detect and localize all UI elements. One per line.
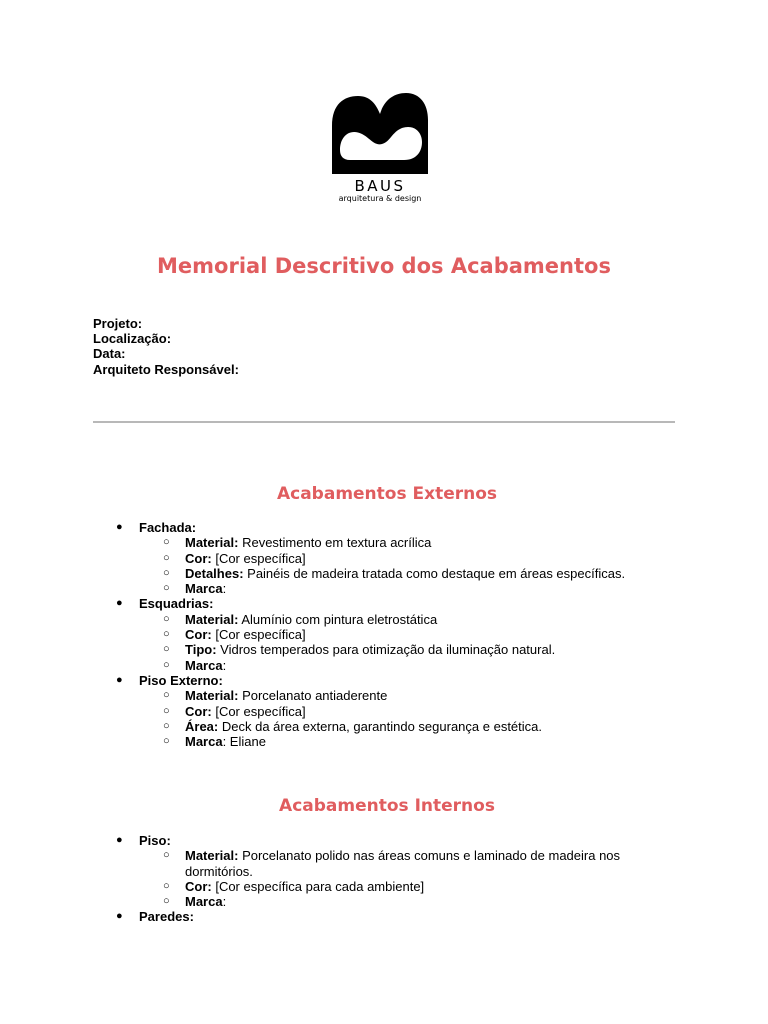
sub-item <box>163 642 679 658</box>
sub-label: Material: <box>185 535 239 551</box>
item-heading: Piso: <box>139 833 171 848</box>
sub-label: Cor: <box>185 627 212 643</box>
sublist-piso <box>139 848 679 909</box>
sub-bullet: ○ <box>163 658 170 671</box>
item-heading: Paredes: <box>139 909 194 925</box>
sub-value: Alumínio com pintura eletrostática <box>238 611 438 627</box>
sub-value: Vidros temperados para otimização da iluminação natural. <box>216 642 556 658</box>
sub-bullet: ○ <box>163 628 170 641</box>
sub-bullet: ○ <box>163 643 170 656</box>
sub-value: Revestimento em textura acrílica <box>238 535 432 551</box>
sub-label: Marca <box>185 581 223 597</box>
sub-label: Marca <box>185 894 223 910</box>
bullet: ● <box>116 834 123 846</box>
sub-bullet: ○ <box>163 719 170 732</box>
sub-item <box>163 718 679 734</box>
sub-bullet: ○ <box>163 704 170 717</box>
sub-label: Cor: <box>185 703 212 719</box>
sub-value: : <box>222 581 227 597</box>
sub-item <box>163 848 679 879</box>
sub-bullet: ○ <box>163 551 170 564</box>
sub-item <box>163 703 679 719</box>
sub-bullet: ○ <box>163 895 170 908</box>
sublist-esquadrias <box>139 612 679 673</box>
item-heading: Piso Externo: <box>139 672 223 688</box>
sub-label: Tipo: <box>185 642 217 658</box>
sub-item <box>163 550 679 566</box>
sub-label: Área: <box>185 718 219 734</box>
bullet: ● <box>116 910 123 923</box>
sub-bullet: ○ <box>163 735 170 748</box>
sub-item <box>163 894 679 910</box>
sub-value: : <box>222 657 227 673</box>
sub-item <box>163 535 679 551</box>
sub-bullet: ○ <box>163 536 170 549</box>
sub-bullet: ○ <box>163 689 170 702</box>
sub-label: Cor: <box>185 550 212 566</box>
sub-item <box>163 878 679 894</box>
list-item-esquadrias <box>116 596 679 673</box>
horizontal-rule <box>93 421 675 423</box>
sub-value: Porcelanato antiaderente <box>238 688 388 704</box>
bullet: ● <box>116 521 123 533</box>
sub-item <box>163 565 679 581</box>
sub-bullet: ○ <box>163 879 170 892</box>
sub-label: Detalhes: <box>185 565 244 581</box>
sub-label: Material: <box>185 688 239 704</box>
sublist-fachada <box>139 535 679 596</box>
list-internos <box>116 833 679 925</box>
list-item-fachada <box>116 520 679 597</box>
meta-arquiteto: Arquiteto Responsável: <box>93 361 239 377</box>
sub-item <box>163 611 679 627</box>
project-meta <box>93 316 239 377</box>
section-title-internos: Acabamentos Internos <box>279 796 495 816</box>
sub-value: [Cor específica para cada ambiente] <box>211 878 425 894</box>
meta-projeto: Projeto: <box>93 316 143 331</box>
list-item-paredes <box>116 909 679 925</box>
sub-label: Material: <box>185 611 239 627</box>
sub-bullet: ○ <box>163 582 170 595</box>
sub-item <box>163 688 679 704</box>
sub-value: [Cor específica] <box>211 703 306 719</box>
list-externos <box>116 520 679 750</box>
sublist-piso-externo <box>139 688 679 749</box>
sub-bullet: ○ <box>163 566 170 579</box>
list-item-piso-externo <box>116 672 679 750</box>
sub-label: Cor: <box>185 878 212 894</box>
sub-value: : <box>222 894 227 910</box>
sub-label: Material: <box>185 848 239 864</box>
sub-item <box>163 627 679 643</box>
sub-item <box>163 581 679 597</box>
baus-logo-mark <box>330 92 430 176</box>
baus-logo <box>330 92 430 208</box>
section-title-externos: Acabamentos Externos <box>276 484 498 504</box>
sub-value: Porcelanato polido nas áreas comuns e laminado de madeira nos dormitórios. <box>185 848 621 879</box>
meta-localizacao: Localização: <box>93 331 172 347</box>
sub-item <box>163 734 679 750</box>
meta-data: Data: <box>93 346 126 362</box>
sub-bullet: ○ <box>163 612 170 625</box>
document-title: Memorial Descritivo dos Acabamentos <box>157 254 611 278</box>
sub-value: : Eliane <box>222 734 266 750</box>
item-heading: Esquadrias: <box>139 596 214 612</box>
bullet: ● <box>116 597 123 610</box>
list-item-piso <box>116 833 679 910</box>
sub-value: [Cor específica] <box>211 627 306 643</box>
sub-value: Deck da área externa, garantindo segurança e estética. <box>218 718 543 734</box>
bullet: ● <box>116 673 123 686</box>
sub-bullet: ○ <box>163 849 170 862</box>
sub-value: [Cor específica] <box>211 550 306 566</box>
item-heading: Fachada: <box>139 520 197 535</box>
logo-tagline: arquitetura & design <box>338 194 422 203</box>
sub-label: Marca <box>185 657 223 673</box>
sub-label: Marca <box>185 734 223 750</box>
sub-value: Painéis de madeira tratada como destaque em áreas específicas. <box>243 565 626 581</box>
sub-item <box>163 657 679 673</box>
logo-name: BAUS <box>354 177 406 195</box>
